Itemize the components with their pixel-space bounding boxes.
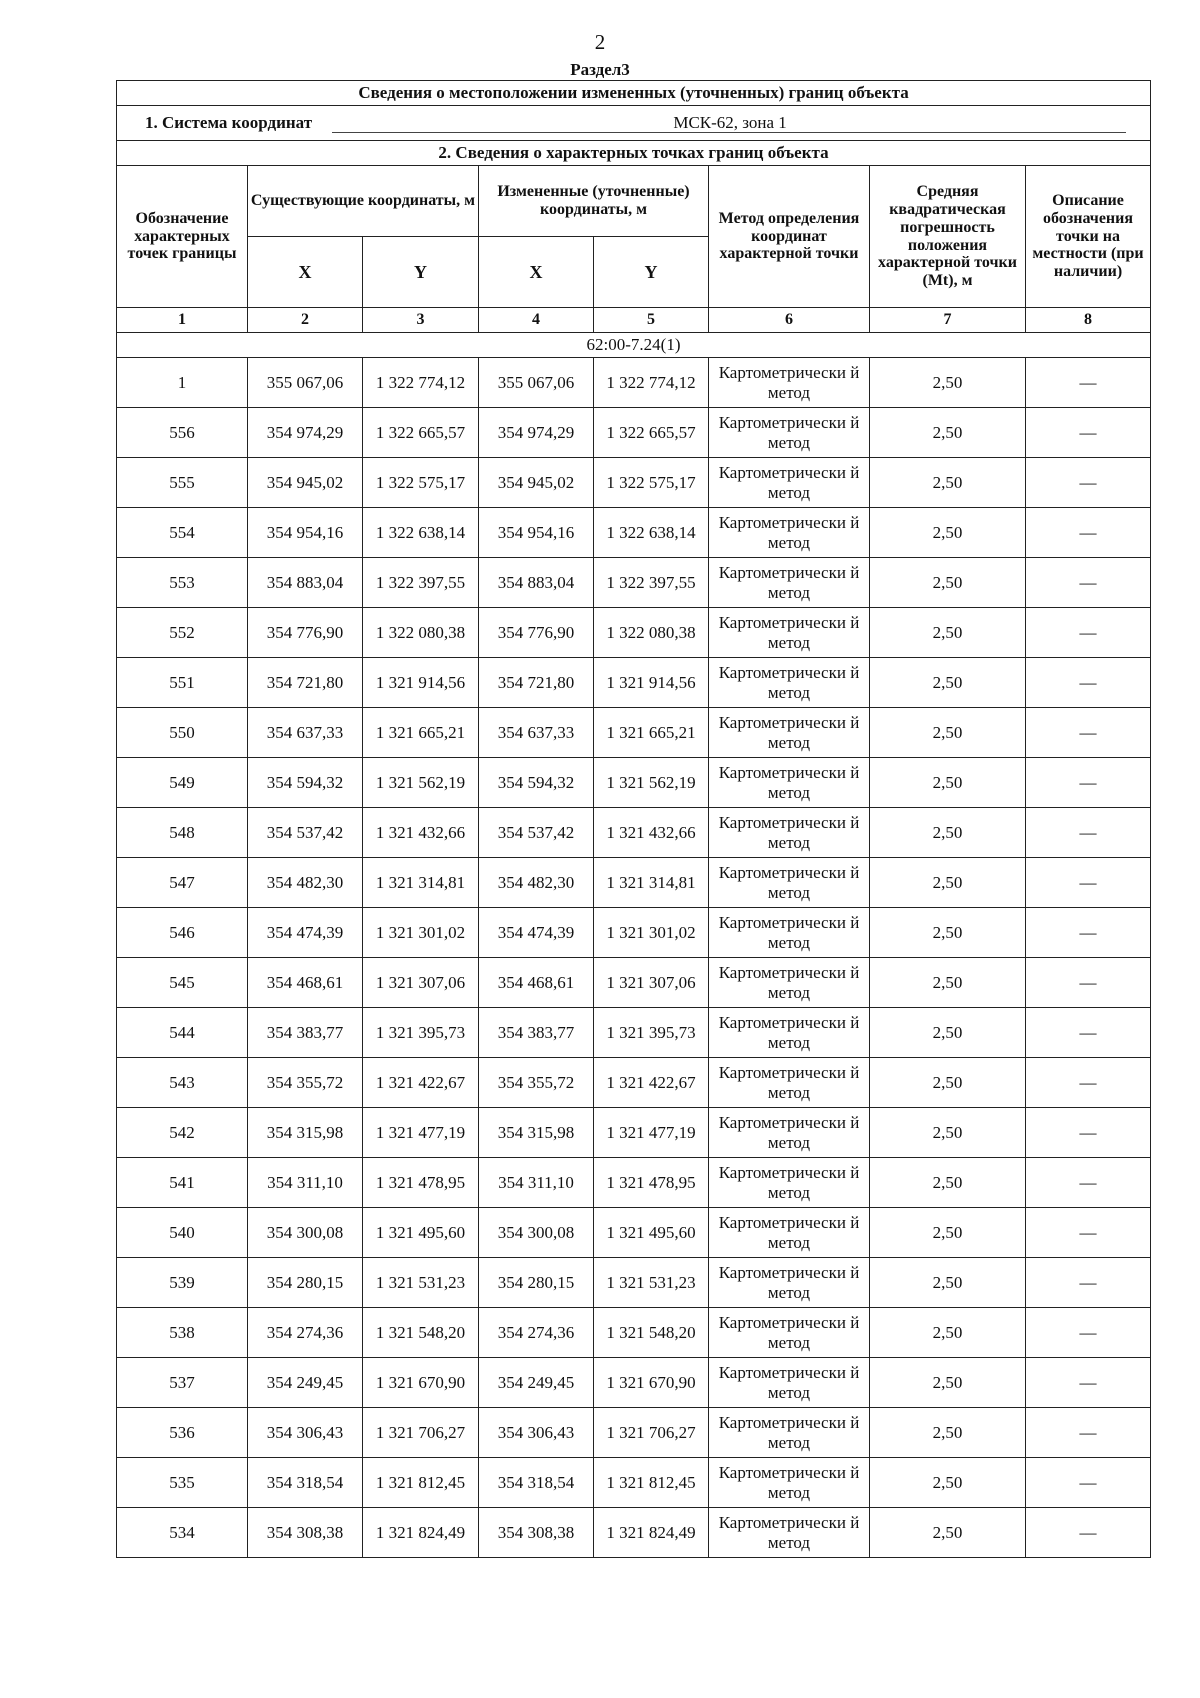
existing-y-value: 1 321 395,73	[363, 1008, 479, 1058]
changed-y-value: 1 321 422,67	[594, 1058, 709, 1108]
changed-y-value: 1 321 548,20	[594, 1308, 709, 1358]
header-changed-y: Y	[594, 237, 709, 308]
description-value: —	[1026, 1108, 1151, 1158]
existing-y-value: 1 321 301,02	[363, 908, 479, 958]
point-number: 550	[117, 708, 248, 758]
changed-x-value: 354 355,72	[479, 1058, 594, 1108]
mean-error-value: 2,50	[870, 658, 1026, 708]
method-value: Картометрически й метод	[709, 1008, 870, 1058]
method-value: Картометрически й метод	[709, 1308, 870, 1358]
description-value: —	[1026, 1158, 1151, 1208]
description-value: —	[1026, 608, 1151, 658]
column-number: 7	[870, 308, 1026, 333]
existing-x-value: 354 474,39	[248, 908, 363, 958]
table-row	[117, 808, 1151, 858]
column-number: 8	[1026, 308, 1151, 333]
column-number: 4	[479, 308, 594, 333]
existing-y-value: 1 322 575,17	[363, 458, 479, 508]
description-value: —	[1026, 558, 1151, 608]
existing-y-value: 1 321 914,56	[363, 658, 479, 708]
description-value: —	[1026, 1358, 1151, 1408]
method-value: Картометрически й метод	[709, 558, 870, 608]
description-value: —	[1026, 1058, 1151, 1108]
mean-error-value: 2,50	[870, 1258, 1026, 1308]
existing-y-value: 1 321 531,23	[363, 1258, 479, 1308]
changed-y-value: 1 322 665,57	[594, 408, 709, 458]
changed-x-value: 354 383,77	[479, 1008, 594, 1058]
method-value: Картометрически й метод	[709, 1108, 870, 1158]
table-row	[117, 558, 1151, 608]
document-body	[116, 80, 1150, 1558]
changed-y-value: 1 321 395,73	[594, 1008, 709, 1058]
point-number: 553	[117, 558, 248, 608]
existing-y-value: 1 322 774,12	[363, 358, 479, 408]
existing-x-value: 354 594,32	[248, 758, 363, 808]
changed-y-value: 1 321 477,19	[594, 1108, 709, 1158]
changed-y-value: 1 322 397,55	[594, 558, 709, 608]
changed-y-value: 1 321 665,21	[594, 708, 709, 758]
table-row	[117, 1408, 1151, 1458]
description-value: —	[1026, 408, 1151, 458]
existing-x-value: 354 954,16	[248, 508, 363, 558]
method-value: Картометрически й метод	[709, 1358, 870, 1408]
method-value: Картометрически й метод	[709, 1508, 870, 1558]
changed-x-value: 354 945,02	[479, 458, 594, 508]
point-number: 551	[117, 658, 248, 708]
point-number: 542	[117, 1108, 248, 1158]
changed-y-value: 1 322 080,38	[594, 608, 709, 658]
mean-error-value: 2,50	[870, 1358, 1026, 1408]
point-number: 555	[117, 458, 248, 508]
point-number: 554	[117, 508, 248, 558]
changed-y-value: 1 321 432,66	[594, 808, 709, 858]
method-value: Картометрически й метод	[709, 1258, 870, 1308]
table-row	[117, 1008, 1151, 1058]
existing-x-value: 354 306,43	[248, 1408, 363, 1458]
existing-x-value: 354 945,02	[248, 458, 363, 508]
changed-y-value: 1 321 824,49	[594, 1508, 709, 1558]
mean-error-value: 2,50	[870, 908, 1026, 958]
point-number: 544	[117, 1008, 248, 1058]
changed-y-value: 1 321 495,60	[594, 1208, 709, 1258]
existing-y-value: 1 321 548,20	[363, 1308, 479, 1358]
header-existing-y: Y	[363, 237, 479, 308]
changed-x-value: 354 274,36	[479, 1308, 594, 1358]
changed-x-value: 354 315,98	[479, 1108, 594, 1158]
method-value: Картометрически й метод	[709, 608, 870, 658]
method-value: Картометрически й метод	[709, 958, 870, 1008]
point-number: 548	[117, 808, 248, 858]
mean-error-value: 2,50	[870, 458, 1026, 508]
method-value: Картометрически й метод	[709, 808, 870, 858]
changed-x-value: 354 974,29	[479, 408, 594, 458]
existing-y-value: 1 322 638,14	[363, 508, 479, 558]
contour-group-label: 62:00-7.24(1)	[117, 333, 1151, 358]
description-value: —	[1026, 758, 1151, 808]
existing-y-value: 1 321 307,06	[363, 958, 479, 1008]
changed-y-value: 1 321 307,06	[594, 958, 709, 1008]
changed-x-value: 354 721,80	[479, 658, 594, 708]
existing-x-value: 354 315,98	[248, 1108, 363, 1158]
header-existing-x: X	[248, 237, 363, 308]
header-existing-coordinates: Существующие координаты, м	[248, 166, 479, 237]
point-number: 549	[117, 758, 248, 808]
mean-error-value: 2,50	[870, 1308, 1026, 1358]
point-number: 534	[117, 1508, 248, 1558]
changed-y-value: 1 321 812,45	[594, 1458, 709, 1508]
table-title: Сведения о местоположении измененных (уточненных) границ объекта	[117, 81, 1151, 106]
existing-x-value: 354 883,04	[248, 558, 363, 608]
coordinate-system-row	[117, 106, 1151, 141]
changed-y-value: 1 321 706,27	[594, 1408, 709, 1458]
table-row	[117, 358, 1151, 408]
existing-x-value: 354 300,08	[248, 1208, 363, 1258]
mean-error-value: 2,50	[870, 408, 1026, 458]
point-number: 546	[117, 908, 248, 958]
method-value: Картометрически й метод	[709, 458, 870, 508]
existing-y-value: 1 321 670,90	[363, 1358, 479, 1408]
description-value: —	[1026, 908, 1151, 958]
method-value: Картометрически й метод	[709, 1408, 870, 1458]
header-changed-x: X	[479, 237, 594, 308]
changed-y-value: 1 322 638,14	[594, 508, 709, 558]
table-row	[117, 458, 1151, 508]
mean-error-value: 2,50	[870, 708, 1026, 758]
existing-x-value: 354 311,10	[248, 1158, 363, 1208]
point-number: 538	[117, 1308, 248, 1358]
table-row	[117, 508, 1151, 558]
existing-x-value: 354 537,42	[248, 808, 363, 858]
table-row	[117, 1258, 1151, 1308]
point-number: 535	[117, 1458, 248, 1508]
description-value: —	[1026, 708, 1151, 758]
mean-error-value: 2,50	[870, 1458, 1026, 1508]
column-numbers-row	[117, 308, 1151, 333]
table-row	[117, 658, 1151, 708]
method-value: Картометрически й метод	[709, 708, 870, 758]
existing-y-value: 1 321 812,45	[363, 1458, 479, 1508]
changed-x-value: 354 482,30	[479, 858, 594, 908]
table-row	[117, 958, 1151, 1008]
mean-error-value: 2,50	[870, 958, 1026, 1008]
changed-y-value: 1 321 531,23	[594, 1258, 709, 1308]
description-value: —	[1026, 808, 1151, 858]
method-value: Картометрически й метод	[709, 358, 870, 408]
changed-x-value: 354 280,15	[479, 1258, 594, 1308]
changed-y-value: 1 321 314,81	[594, 858, 709, 908]
coordinate-system-value: МСК-62, зона 1	[332, 113, 1126, 133]
subsection-title: 2. Сведения о характерных точках границ объекта	[117, 141, 1151, 166]
existing-x-value: 354 280,15	[248, 1258, 363, 1308]
mean-error-value: 2,50	[870, 1058, 1026, 1108]
column-number: 2	[248, 308, 363, 333]
changed-y-value: 1 322 575,17	[594, 458, 709, 508]
existing-y-value: 1 321 824,49	[363, 1508, 479, 1558]
table-row	[117, 1108, 1151, 1158]
method-value: Картометрически й метод	[709, 1158, 870, 1208]
description-value: —	[1026, 1258, 1151, 1308]
changed-y-value: 1 321 301,02	[594, 908, 709, 958]
mean-error-value: 2,50	[870, 558, 1026, 608]
changed-x-value: 354 474,39	[479, 908, 594, 958]
existing-y-value: 1 321 665,21	[363, 708, 479, 758]
point-number: 540	[117, 1208, 248, 1258]
changed-y-value: 1 321 562,19	[594, 758, 709, 808]
existing-x-value: 354 355,72	[248, 1058, 363, 1108]
section-title: Раздел3	[570, 60, 630, 79]
header-method: Метод определения координат характерной точки	[709, 166, 870, 308]
existing-x-value: 354 776,90	[248, 608, 363, 658]
method-value: Картометрически й метод	[709, 758, 870, 808]
existing-x-value: 354 468,61	[248, 958, 363, 1008]
description-value: —	[1026, 1008, 1151, 1058]
changed-x-value: 354 306,43	[479, 1408, 594, 1458]
mean-error-value: 2,50	[870, 1108, 1026, 1158]
point-number: 547	[117, 858, 248, 908]
table-row	[117, 608, 1151, 658]
description-value: —	[1026, 1208, 1151, 1258]
column-number: 3	[363, 308, 479, 333]
method-value: Картометрически й метод	[709, 858, 870, 908]
existing-y-value: 1 321 478,95	[363, 1158, 479, 1208]
existing-y-value: 1 321 706,27	[363, 1408, 479, 1458]
changed-x-value: 355 067,06	[479, 358, 594, 408]
changed-x-value: 354 776,90	[479, 608, 594, 658]
changed-x-value: 354 249,45	[479, 1358, 594, 1408]
mean-error-value: 2,50	[870, 858, 1026, 908]
existing-x-value: 355 067,06	[248, 358, 363, 408]
table-row	[117, 1358, 1151, 1408]
coordinate-system-label: 1. Система координат	[144, 112, 313, 132]
table-row	[117, 1208, 1151, 1258]
changed-x-value: 354 468,61	[479, 958, 594, 1008]
table-row	[117, 408, 1151, 458]
header-description: Описание обозначения точки на местности (при наличии)	[1026, 166, 1151, 308]
existing-y-value: 1 321 562,19	[363, 758, 479, 808]
changed-y-value: 1 321 914,56	[594, 658, 709, 708]
description-value: —	[1026, 958, 1151, 1008]
description-value: —	[1026, 658, 1151, 708]
existing-y-value: 1 321 422,67	[363, 1058, 479, 1108]
changed-y-value: 1 322 774,12	[594, 358, 709, 408]
point-number: 1	[117, 358, 248, 408]
point-number: 552	[117, 608, 248, 658]
existing-x-value: 354 637,33	[248, 708, 363, 758]
existing-x-value: 354 318,54	[248, 1458, 363, 1508]
table-row	[117, 1058, 1151, 1108]
page-number: 2	[594, 30, 606, 54]
table-row	[117, 1458, 1151, 1508]
table-row	[117, 758, 1151, 808]
column-number: 6	[709, 308, 870, 333]
boundary-points-table	[116, 80, 1151, 1558]
column-number: 1	[117, 308, 248, 333]
existing-x-value: 354 249,45	[248, 1358, 363, 1408]
existing-y-value: 1 322 080,38	[363, 608, 479, 658]
method-value: Картометрически й метод	[709, 1458, 870, 1508]
method-value: Картометрически й метод	[709, 908, 870, 958]
existing-x-value: 354 274,36	[248, 1308, 363, 1358]
existing-y-value: 1 321 495,60	[363, 1208, 479, 1258]
table-row	[117, 708, 1151, 758]
description-value: —	[1026, 1458, 1151, 1508]
point-number: 537	[117, 1358, 248, 1408]
point-number: 545	[117, 958, 248, 1008]
table-row	[117, 1308, 1151, 1358]
changed-y-value: 1 321 670,90	[594, 1358, 709, 1408]
existing-x-value: 354 482,30	[248, 858, 363, 908]
description-value: —	[1026, 358, 1151, 408]
description-value: —	[1026, 458, 1151, 508]
description-value: —	[1026, 858, 1151, 908]
existing-y-value: 1 321 432,66	[363, 808, 479, 858]
existing-y-value: 1 322 397,55	[363, 558, 479, 608]
changed-x-value: 354 594,32	[479, 758, 594, 808]
mean-error-value: 2,50	[870, 358, 1026, 408]
mean-error-value: 2,50	[870, 1408, 1026, 1458]
changed-x-value: 354 954,16	[479, 508, 594, 558]
existing-x-value: 354 308,38	[248, 1508, 363, 1558]
mean-error-value: 2,50	[870, 1508, 1026, 1558]
mean-error-value: 2,50	[870, 508, 1026, 558]
changed-x-value: 354 308,38	[479, 1508, 594, 1558]
table-row	[117, 1158, 1151, 1208]
existing-y-value: 1 322 665,57	[363, 408, 479, 458]
existing-x-value: 354 974,29	[248, 408, 363, 458]
method-value: Картометрически й метод	[709, 1058, 870, 1108]
point-number: 543	[117, 1058, 248, 1108]
mean-error-value: 2,50	[870, 1208, 1026, 1258]
existing-y-value: 1 321 314,81	[363, 858, 479, 908]
method-value: Картометрически й метод	[709, 658, 870, 708]
description-value: —	[1026, 1308, 1151, 1358]
changed-x-value: 354 300,08	[479, 1208, 594, 1258]
description-value: —	[1026, 508, 1151, 558]
header-mean-error: Средняя квадратическая погрешность положения характерной точки (Mt), м	[870, 166, 1026, 308]
description-value: —	[1026, 1508, 1151, 1558]
changed-x-value: 354 537,42	[479, 808, 594, 858]
table-row	[117, 858, 1151, 908]
existing-y-value: 1 321 477,19	[363, 1108, 479, 1158]
mean-error-value: 2,50	[870, 1158, 1026, 1208]
point-number: 536	[117, 1408, 248, 1458]
changed-x-value: 354 318,54	[479, 1458, 594, 1508]
header-point-designation: Обозначение характерных точек границы	[117, 166, 248, 308]
header-changed-coordinates: Измененные (уточненные) координаты, м	[479, 166, 709, 237]
table-row	[117, 908, 1151, 958]
existing-x-value: 354 721,80	[248, 658, 363, 708]
changed-y-value: 1 321 478,95	[594, 1158, 709, 1208]
mean-error-value: 2,50	[870, 808, 1026, 858]
mean-error-value: 2,50	[870, 758, 1026, 808]
changed-x-value: 354 637,33	[479, 708, 594, 758]
method-value: Картометрически й метод	[709, 508, 870, 558]
changed-x-value: 354 883,04	[479, 558, 594, 608]
existing-x-value: 354 383,77	[248, 1008, 363, 1058]
description-value: —	[1026, 1408, 1151, 1458]
method-value: Картометрически й метод	[709, 408, 870, 458]
method-value: Картометрически й метод	[709, 1208, 870, 1258]
mean-error-value: 2,50	[870, 608, 1026, 658]
changed-x-value: 354 311,10	[479, 1158, 594, 1208]
mean-error-value: 2,50	[870, 1008, 1026, 1058]
table-row	[117, 1508, 1151, 1558]
column-number: 5	[594, 308, 709, 333]
point-number: 556	[117, 408, 248, 458]
point-number: 539	[117, 1258, 248, 1308]
point-number: 541	[117, 1158, 248, 1208]
